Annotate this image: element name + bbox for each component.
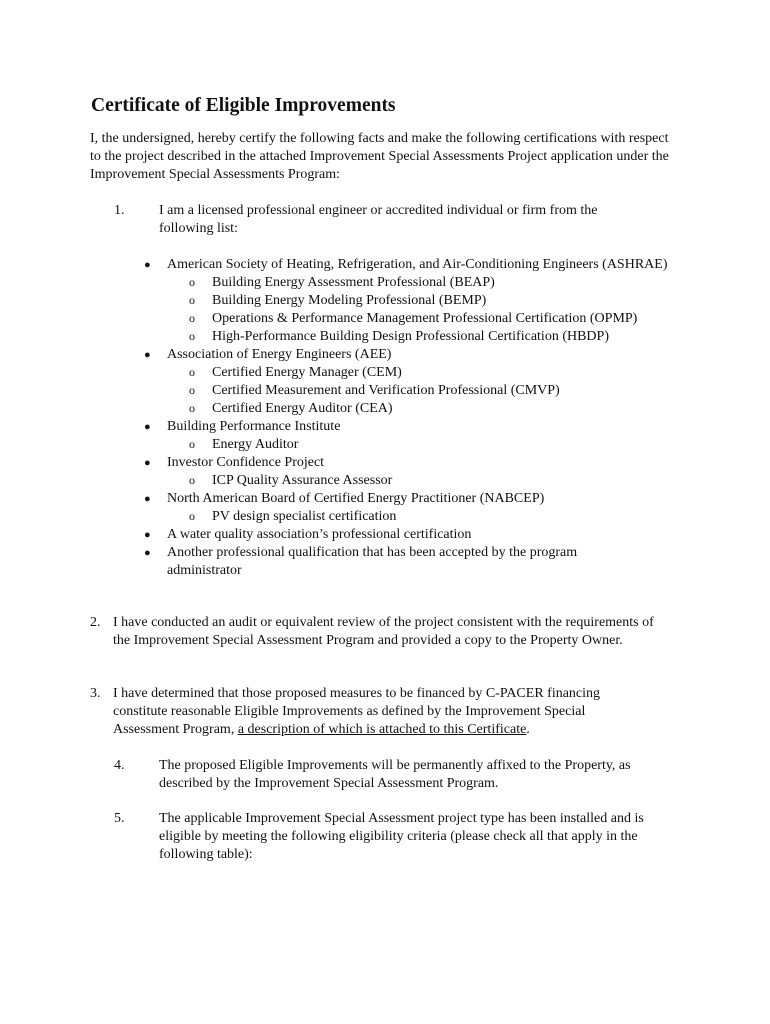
item-4-number: 4. [114, 758, 125, 773]
circle-bullet-icon: o [189, 365, 195, 379]
item-3-body: I have determined that those proposed measures to be financed by C-PACER financing constitute reasonable Eligible Improvements as defined by the Improvement Special Assessment Program, [113, 686, 601, 737]
item-2-text: I have conducted an audit or equivalent review of the project consistent with the requirements of the Improvement Special Assessment Program and provided a copy to the Property Owner. [113, 615, 654, 648]
certification-name: Building Energy Modeling Professional (BEMP) [212, 293, 487, 308]
item-3-period: . [526, 722, 530, 737]
bullet-icon: ● [144, 259, 151, 271]
intro-paragraph: I, the undersigned, hereby certify the following facts and make the following certifications with respect to the project described in the attached Improvement Special Assessments Project application under the Improvement Special Assessments Program: [90, 131, 669, 182]
bullet-icon: ● [144, 493, 151, 505]
attachment-link[interactable]: a description of which is attached to this Certificate [237, 722, 527, 737]
certification-name: Energy Auditor [212, 437, 299, 452]
list-item [140, 346, 680, 364]
org-name: Building Performance Institute [167, 419, 341, 434]
certification-name: Building Energy Assessment Professional (BEAP) [212, 275, 495, 290]
sub-list-item [140, 364, 680, 382]
sub-list-item [140, 292, 680, 310]
bullet-icon: ● [144, 547, 151, 559]
certification-name: Operations & Performance Management Professional Certification (OPMP) [212, 311, 638, 326]
item-5-number: 5. [114, 811, 125, 826]
document-title: Certificate of Eligible Improvements [91, 95, 396, 116]
org-name: Another professional qualification that has been accepted by the program administrator [167, 545, 578, 578]
bullet-icon: ● [144, 421, 151, 433]
sub-list-item [140, 310, 680, 328]
org-name: Association of Energy Engineers (AEE) [167, 347, 392, 362]
qualification-list [140, 256, 680, 580]
list-item [140, 526, 680, 544]
bullet-icon: ● [144, 349, 151, 361]
circle-bullet-icon: o [189, 437, 195, 451]
list-item [140, 256, 680, 274]
sub-list-item [140, 274, 680, 292]
item-4-text: The proposed Eligible Improvements will be permanently affixed to the Property, as described by the Improvement Special Assessment Program. [159, 758, 631, 791]
bullet-icon: ● [144, 457, 151, 469]
circle-bullet-icon: o [189, 509, 195, 523]
sub-list-item [140, 508, 680, 526]
list-item [140, 418, 680, 436]
circle-bullet-icon: o [189, 473, 195, 487]
circle-bullet-icon: o [189, 293, 195, 307]
certification-name: Certified Energy Manager (CEM) [212, 365, 402, 380]
sub-list-item [140, 436, 680, 454]
list-item [140, 544, 627, 580]
certification-name: PV design specialist certification [212, 509, 397, 524]
org-name: Investor Confidence Project [167, 455, 325, 470]
certification-name: Certified Measurement and Verification Professional (CMVP) [212, 383, 560, 398]
item-3-number: 3. [90, 686, 101, 701]
circle-bullet-icon: o [189, 329, 195, 343]
circle-bullet-icon: o [189, 275, 195, 289]
item-1-number: 1. [114, 203, 125, 218]
sub-list-item [140, 382, 680, 400]
list-item [140, 490, 680, 508]
bullet-icon: ● [144, 529, 151, 541]
sub-list-item [140, 328, 680, 346]
circle-bullet-icon: o [189, 311, 195, 325]
org-name: North American Board of Certified Energy Practitioner (NABCEP) [167, 491, 545, 506]
certification-name: ICP Quality Assurance Assessor [212, 473, 393, 488]
list-item [140, 454, 680, 472]
circle-bullet-icon: o [189, 401, 195, 415]
sub-list-item [140, 400, 680, 418]
org-name: A water quality association’s professional certification [167, 527, 472, 542]
item-1-text: I am a licensed professional engineer or accredited individual or firm from the following list: [159, 203, 598, 236]
item-3-text [113, 685, 653, 739]
certification-name: Certified Energy Auditor (CEA) [212, 401, 393, 416]
item-2-number: 2. [90, 615, 101, 630]
item-5-text: The applicable Improvement Special Assessment project type has been installed and is eligible by meeting the following eligibility criteria (please check all that apply in the following table): [159, 811, 644, 862]
circle-bullet-icon: o [189, 383, 195, 397]
certification-name: High-Performance Building Design Professional Certification (HBDP) [212, 329, 609, 344]
org-name: American Society of Heating, Refrigeration, and Air-Conditioning Engineers (ASHRAE) [167, 257, 668, 272]
sub-list-item [140, 472, 680, 490]
